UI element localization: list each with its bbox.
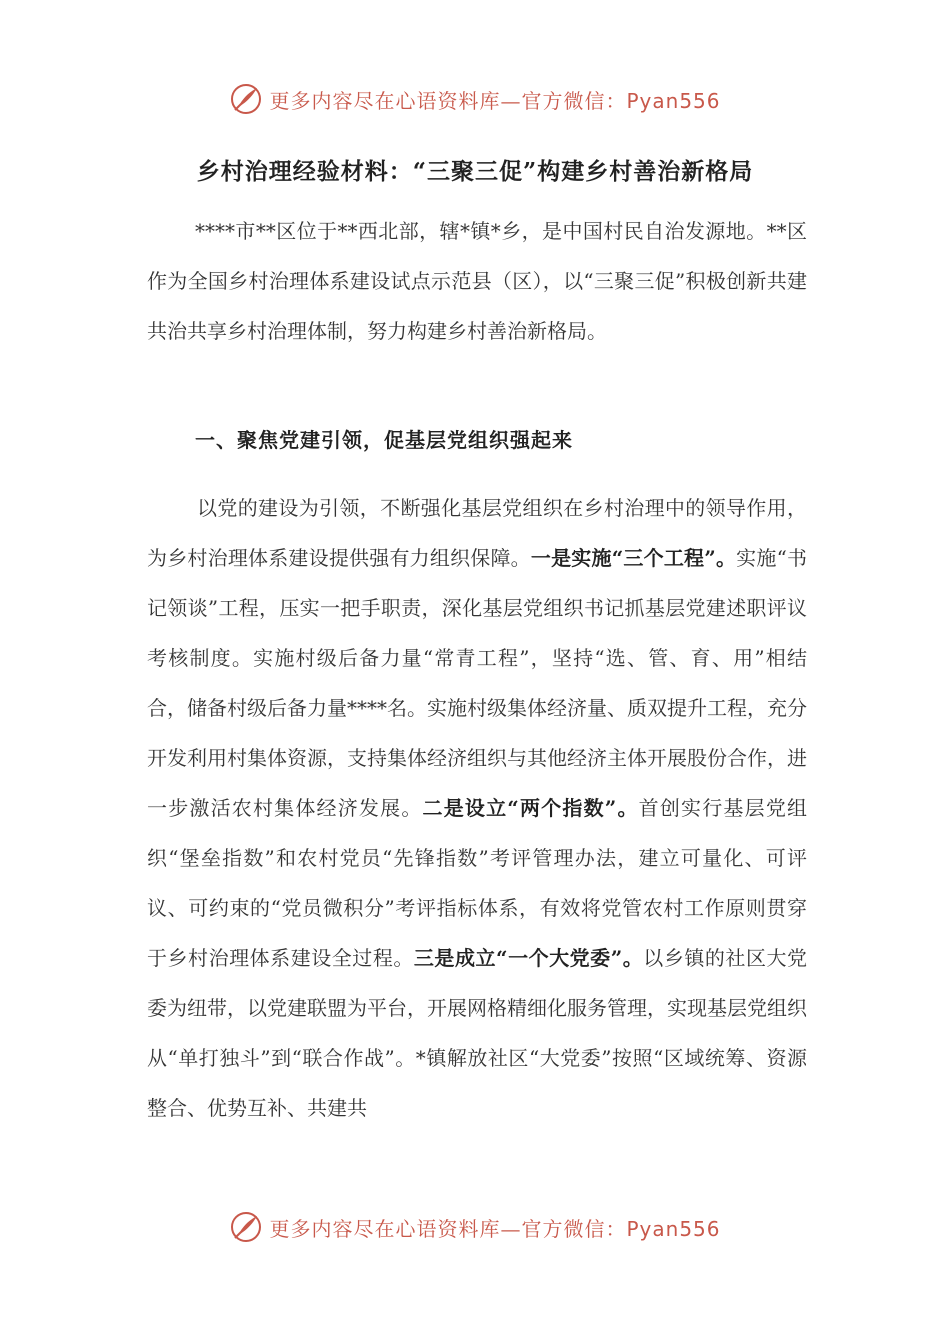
paragraph-segment: 首创实行基层党组织“堡垒指数”和农村党员“先锋指数”考评管理办法，建立可量化、可评议、可约束的“党员微积分”考评指标体系，有效将党管农村工作原则贯穿于乡村治理体系建设全过程。: [147, 796, 808, 970]
paragraph-segment: 以乡镇的社区大党委为纽带，以党建联盟为平台，开展网格精细化服务管理，实现基层党组织从“单打独斗”到“联合作战”。*镇解放社区“大党委”按照“区域统筹、资源整合、优势互补、共建共: [147, 946, 808, 1120]
feather-pen-logo-icon: [229, 82, 263, 116]
section-heading: 一、聚焦党建引领，促基层党组织强起来: [195, 428, 573, 452]
bold-point-1: 一是实施“三个工程”。: [530, 546, 737, 570]
wechat-id: Pyan556: [626, 1216, 721, 1241]
document-title: 乡村治理经验材料：“三聚三促”构建乡村善治新格局: [196, 158, 754, 185]
header-watermark: [0, 82, 950, 116]
intro-paragraph: ****市**区位于**西北部，辖*镇*乡，是中国村民自治发源地。**区作为全国乡村治理体系建设试点示范县（区），以“三聚三促”积极创新共建共治共享乡村治理体制，努力构建乡村善治新格局。: [147, 219, 807, 343]
watermark-text: 更多内容尽在心语资料库—官方微信：Pyan556: [269, 88, 721, 113]
footer-watermark: [0, 1210, 950, 1244]
paragraph-segment: 实施“书记领谈”工程，压实一把手职责，深化基层党组织书记抓基层党建述职评议考核制度。实施村级后备力量“常青工程”，坚持“选、管、育、用”相结合，储备村级后备力量****名。实施村级集体经济量、质双提升工程，充分开发利用村集体资源，支持集体经济组织与其他经济主体开展股份合作，进一步激活农村集体经济发展。: [147, 546, 807, 820]
bold-point-3: 三是成立“一个大党委”。: [413, 946, 644, 970]
bold-point-2: 二是设立“两个指数”。: [422, 796, 639, 820]
feather-pen-logo-icon: [229, 1210, 263, 1244]
paragraph-segment: 以党的建设为引领，不断强化基层党组织在乡村治理中的领导作用，为乡村治理体系建设提供强有力组织保障。: [147, 496, 807, 570]
section-paragraph: [147, 483, 807, 1133]
wechat-id: Pyan556: [626, 88, 721, 113]
watermark-text: 更多内容尽在心语资料库—官方微信：Pyan556: [269, 1216, 721, 1241]
